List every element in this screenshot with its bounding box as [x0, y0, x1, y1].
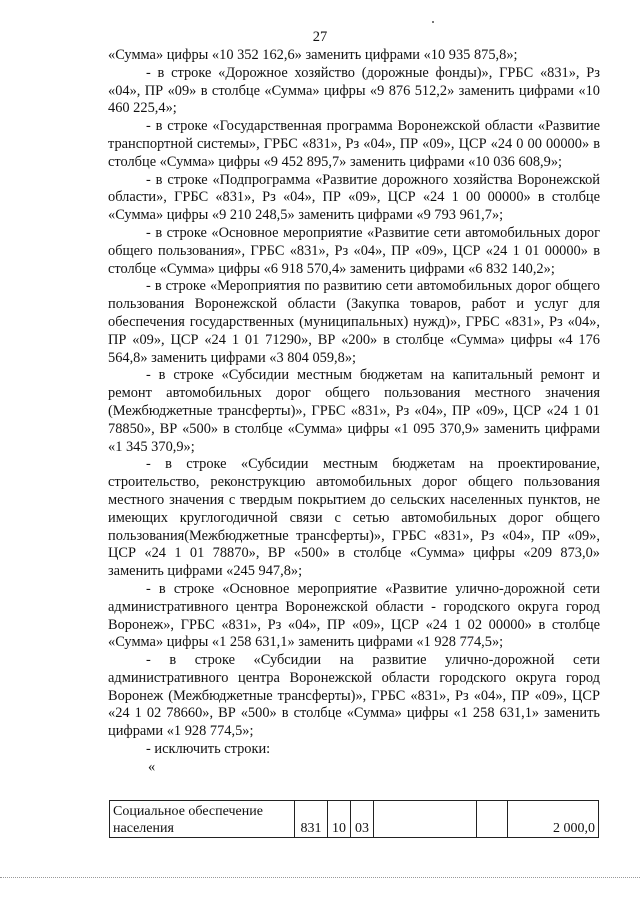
paragraph: - в строке «Основное мероприятие «Развитие сети автомобильных дорог общего пользования», ГРБС «831», Рз «04», ПР «09», ЦСР «24 1 01 00000» в столбце «Сумма» цифры «6 918 570,4» заменить цифрами «6 832 140,2»;: [108, 224, 600, 277]
paragraph: - в строке «Основное мероприятие «Развитие улично-дорожной сети административного центра Воронежской области - городского округа город Воронеж», ГРБС «831», Рз «04», ПР «09», ЦСР «24 1 02 00000» в столбце «Сумма» цифры «1 258 631,1» заменить цифрами «1 928 774,5»;: [108, 580, 600, 651]
page-number: 27: [312, 29, 328, 45]
page-bottom-rule: [0, 877, 640, 878]
scan-speck: [432, 21, 434, 23]
paragraph-exclude-rows: - исключить строки:: [146, 741, 271, 758]
paragraph: - в строке «Мероприятия по развитию сети автомобильных дорог общего пользования Воронежской области (Закупка товаров, работ и услуг для обеспечения государственных (муниципальных) нужд)», ГРБС «831», Рз «04», ПР «09», ЦСР «24 1 01 71290», ВР «200» в столбце «Сумма» цифры «4 176 564,8» заменить цифрами «3 804 059,8»;: [108, 278, 600, 366]
cell-sum: 2 000,0: [508, 801, 599, 838]
cell-pr: 03: [351, 801, 374, 838]
paragraph: - в строке «Субсидии местным бюджетам на капитальный ремонт и ремонт автомобильных дорог общего пользования местного значения (Межбюджетные трансферты)», ГРБС «831», Рз «04», ПР «09», ЦСР «24 1 01 78850», ВР «500» в столбце «Сумма» цифры «1 095 370,9» заменить цифрами «1 345 370,9»;: [108, 367, 600, 455]
document-body: [108, 47, 600, 777]
opening-quote-mark: «: [148, 758, 156, 775]
table-row: [110, 801, 599, 838]
paragraph: - в строке «Государственная программа Воронежской области «Развитие транспортной системы», ГРБС «831», Рз «04», ПР «09», ЦСР «24 0 00 00000» в столбце «Сумма» цифры «9 452 895,7» заменить цифрами «10 036 608,9»;: [108, 118, 600, 170]
paragraph: - в строке «Подпрограмма «Развитие дорожного хозяйства Воронежской области», ГРБС «831», Рз «04», ПР «09», ЦСР «24 1 00 00000» в столбце «Сумма» цифры «9 210 248,5» заменить цифрами «9 793 961,7»;: [108, 171, 600, 224]
cell-name: Социальное обеспечение населения: [110, 801, 295, 838]
paragraph-continuation: «Сумма» цифры «10 352 162,6» заменить цифрами «10 935 875,8»;: [108, 47, 518, 63]
paragraph: - в строке «Субсидии местным бюджетам на проектирование, строительство, реконструкцию автомобильных дорог общего пользования местного значения с твердым покрытием до сельских населенных пунктов, не имеющих круглогодичной связи с сетью автомобильных дорог общего пользования(Межбюджетные трансферты)», ГРБС «831», Рз «04», ПР «09», ЦСР «24 1 01 78870», ВР «500» в столбце «Сумма» цифры «209 873,0» заменить цифрами «245 947,8»;: [108, 456, 600, 580]
paragraph: - в строке «Дорожное хозяйство (дорожные фонды)», ГРБС «831», Рз «04», ПР «09» в столбце «Сумма» цифры «9 876 512,2» заменить цифрами «10 460 225,4»;: [108, 64, 600, 117]
cell-grbs: 831: [295, 801, 328, 838]
excluded-rows-table: [109, 800, 599, 838]
paragraph: - в строке «Субсидии на развитие улично-дорожной сети административного центра Воронежской области городского округа город Воронеж (Межбюджетные трансферты)», ГРБС «831», Рз «04», ПР «09», ЦСР «24 1 02 78660», ВР «500» в столбце «Сумма» цифры «1 258 631,1» заменить цифрами «1 928 774,5»;: [108, 652, 600, 740]
cell-csr: [374, 801, 477, 838]
cell-vr: [477, 801, 508, 838]
cell-rz: 10: [328, 801, 351, 838]
